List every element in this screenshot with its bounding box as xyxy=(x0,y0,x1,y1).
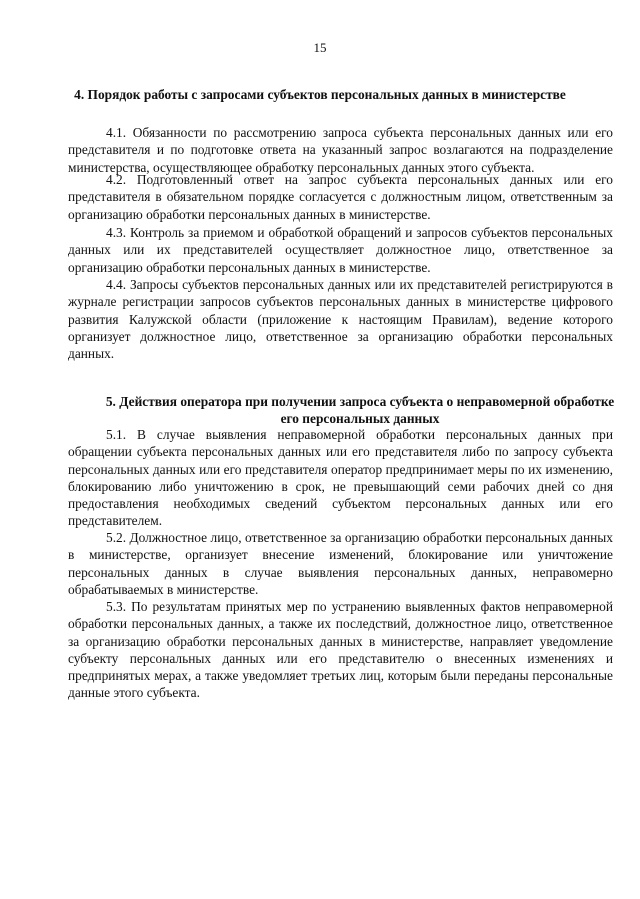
section-4-heading: 4. Порядок работы с запросами субъектов персональных данных в министерстве xyxy=(74,87,566,102)
page-number: 15 xyxy=(313,40,327,55)
paragraph-4-3: 4.3. Контроль за приемом и обработкой обращений и запросов субъектов персональных данных или их представителей осуществляет должностное лицо, ответственное за организацию обработки персональных данных в министерстве. xyxy=(68,225,613,275)
paragraph-4-4: 4.4. Запросы субъектов персональных данных или их представителей регистрируются в журнале регистрации запросов субъектов персональных данных в министерстве цифрового развития Калужской области (приложение к настоящим Правилам), ведение которого организует должностное лицо, ответственное за организацию обработки персональных данных. xyxy=(68,277,613,362)
paragraph-5-2: 5.2. Должностное лицо, ответственное за организацию обработки персональных данных в министерстве, организует внесение изменений, блокирование или уничтожение персональных данных в случае выявления персональных данных, неправомерно обрабатываемых в министерстве. xyxy=(68,530,613,597)
paragraph-5-3: 5.3. По результатам принятых мер по устранению выявленных фактов неправомерной обработки персональных данных, а также их последствий, должностное лицо, ответственное за организацию обработки персональных данных в министерстве, направляет уведомление субъекту персональных данных или его представителю о внесенных изменениях и предпринятых мерах, а также уведомляет третьих лиц, которым были переданы персональные данные этого субъекта. xyxy=(68,599,613,701)
paragraph-4-1: 4.1. Обязанности по рассмотрению запроса субъекта персональных данных или его представителя и по подготовке ответа на указанный запрос возлагаются на подразделение министерства, осуществляющее обработку персональных данных этого субъекта. xyxy=(68,125,613,175)
section-5-heading: 5. Действия оператора при получении запроса субъекта о неправомерной обработке его персональных данных xyxy=(105,394,615,426)
paragraph-4-2: 4.2. Подготовленный ответ на запрос субъекта персональных данных или его представителя в обязательном порядке согласуется с должностным лицом, ответственным за организацию обработки персональных данных в министерстве. xyxy=(68,172,613,222)
paragraph-5-1: 5.1. В случае выявления неправомерной обработки персональных данных при обращении субъекта персональных данных или его представителя либо по запросу субъекта персональных данных или его представителя оператор предпринимает меры по их изменению, блокированию либо уничтожению в срок, не превышающий семи рабочих дней со дня предоставления необходимых сведений субъектом персональных данных или его представителем. xyxy=(68,427,613,529)
